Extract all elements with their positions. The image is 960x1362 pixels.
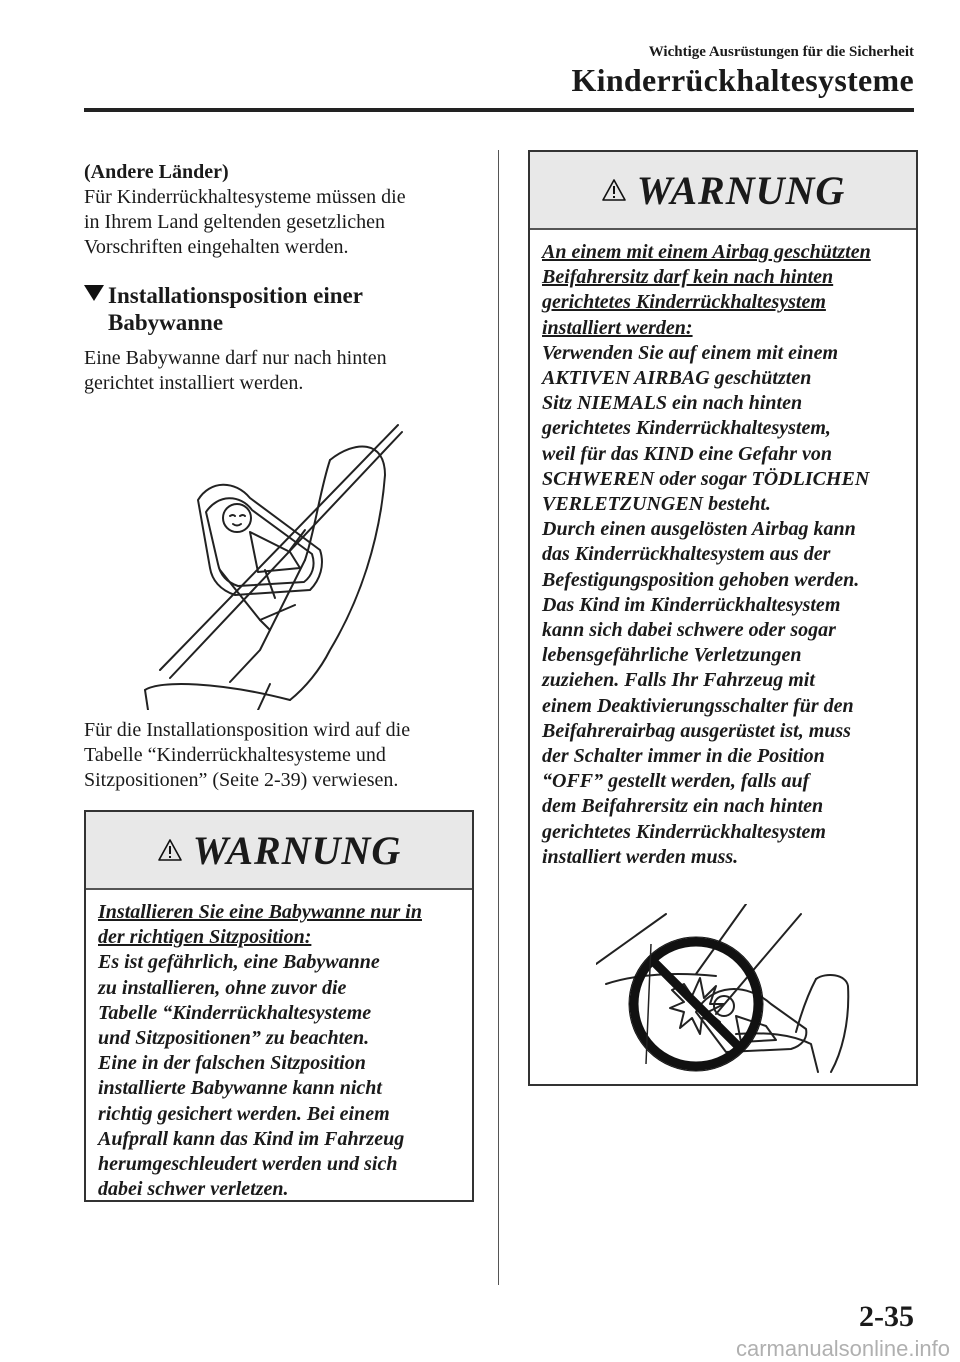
warning-underlined-line: gerichtetes Kinderrückhaltesystem xyxy=(542,291,826,314)
warning-underlined-line: installiert werden: xyxy=(542,316,693,339)
text-line: Für Kinderrückhaltesysteme müssen die xyxy=(84,186,406,208)
warning-line: Verwenden Sie auf einem mit einem xyxy=(542,341,839,364)
other-countries-block xyxy=(84,160,476,260)
intro-text xyxy=(84,346,476,396)
warning-line: Es ist gefährlich, eine Babywanne xyxy=(98,951,380,974)
warning-line: Befestigungsposition gehoben werden. xyxy=(542,568,860,591)
warning-line: installiert werden muss. xyxy=(542,845,739,868)
reference-text xyxy=(84,718,476,793)
warning-line: der Schalter immer in die Position xyxy=(542,745,825,768)
column-divider xyxy=(498,150,499,1285)
warning-line: richtig gesichert werden. Bei einem xyxy=(98,1102,390,1125)
warning-line: weil für das KIND eine Gefahr von xyxy=(542,442,833,465)
warning-body xyxy=(530,230,916,870)
warning-line: gerichtetes Kinderrückhaltesystem, xyxy=(542,417,831,440)
text-line: Vorschriften eingehalten werden. xyxy=(84,236,349,258)
warning-triangle-icon xyxy=(601,178,627,202)
warning-header xyxy=(86,812,472,890)
triangle-bullet-icon xyxy=(84,285,104,301)
warning-line: kann sich dabei schwere oder sogar xyxy=(542,619,836,642)
warning-line: herumgeschleudert werden und sich xyxy=(98,1153,398,1176)
warning-line: das Kinderrückhaltesystem aus der xyxy=(542,543,831,566)
baby-carrier-illustration xyxy=(140,420,430,710)
warning-line: einem Deaktivierungsschalter für den xyxy=(542,694,854,717)
warning-underlined-line: Installieren Sie eine Babywanne nur in xyxy=(98,901,422,923)
warning-line: dabei schwer verletzen. xyxy=(98,1178,289,1201)
other-countries-heading: (Andere Länder) xyxy=(84,161,229,183)
section-heading-line: Installationsposition einer xyxy=(108,283,363,308)
text-line: Für die Installationsposition wird auf die xyxy=(84,719,411,741)
warning-box-airbag xyxy=(528,150,918,1086)
warning-line: dem Beifahrersitz ein nach hinten xyxy=(542,795,824,818)
section-subtitle: Wichtige Ausrüstungen für die Sicherheit xyxy=(648,44,914,60)
header-rule xyxy=(84,108,914,112)
text-line: Eine Babywanne darf nur nach hinten xyxy=(84,347,387,369)
warning-line: installierte Babywanne kann nicht xyxy=(98,1077,382,1100)
warning-title: WARNUNG xyxy=(192,827,402,873)
warning-line: zu installieren, ohne zuvor die xyxy=(98,976,347,999)
text-line: Sitzpositionen” (Seite 2-39) verwiesen. xyxy=(84,769,399,791)
warning-line: Beifahrerairbag ausgerüstet ist, muss xyxy=(542,719,851,742)
text-line: gerichtet installiert werden. xyxy=(84,372,304,394)
warning-line: Sitz NIEMALS ein nach hinten xyxy=(542,392,803,415)
warning-underlined-line: Beifahrersitz darf kein nach hinten xyxy=(542,266,834,289)
page-number: 2-35 xyxy=(859,1300,914,1333)
warning-body xyxy=(86,890,472,1202)
warning-underlined-line: An einem mit einem Airbag geschützten xyxy=(542,241,871,263)
watermark: carmanualsonline.info xyxy=(735,1336,950,1361)
page-title: Kinderrückhaltesysteme xyxy=(571,62,914,98)
section-heading-line: Babywanne xyxy=(108,310,224,335)
warning-line: Das Kind im Kinderrückhaltesystem xyxy=(542,593,841,616)
warning-line: zuziehen. Falls Ihr Fahrzeug mit xyxy=(542,669,815,692)
warning-line: Eine in der falschen Sitzposition xyxy=(98,1052,366,1075)
warning-line: “OFF” gestellt werden, falls auf xyxy=(542,770,810,793)
warning-line: Durch einen ausgelösten Airbag kann xyxy=(542,518,856,541)
warning-line: Aufprall kann das Kind im Fahrzeug xyxy=(98,1127,405,1150)
warning-line: SCHWEREN oder sogar TÖDLICHEN xyxy=(542,467,870,490)
warning-triangle-icon xyxy=(157,838,183,862)
section-heading xyxy=(84,282,484,336)
warning-box-babywanne xyxy=(84,810,474,1202)
warning-line: VERLETZUNGEN besteht. xyxy=(542,493,771,516)
text-line: Tabelle “Kinderrückhaltesysteme und xyxy=(84,744,386,766)
warning-line: und Sitzpositionen” zu beachten. xyxy=(98,1027,370,1050)
warning-line: gerichtetes Kinderrückhaltesystem xyxy=(542,820,826,843)
airbag-prohibited-illustration xyxy=(596,904,866,1074)
warning-header xyxy=(530,152,916,230)
text-line: in Ihrem Land geltenden gesetzlichen xyxy=(84,211,385,233)
warning-line: Tabelle “Kinderrückhaltesysteme xyxy=(98,1001,372,1024)
warning-line: lebensgefährliche Verletzungen xyxy=(542,644,802,667)
warning-title: WARNUNG xyxy=(636,167,846,213)
warning-underlined-line: der richtigen Sitzposition: xyxy=(98,926,312,949)
warning-line: AKTIVEN AIRBAG geschützten xyxy=(542,367,812,390)
